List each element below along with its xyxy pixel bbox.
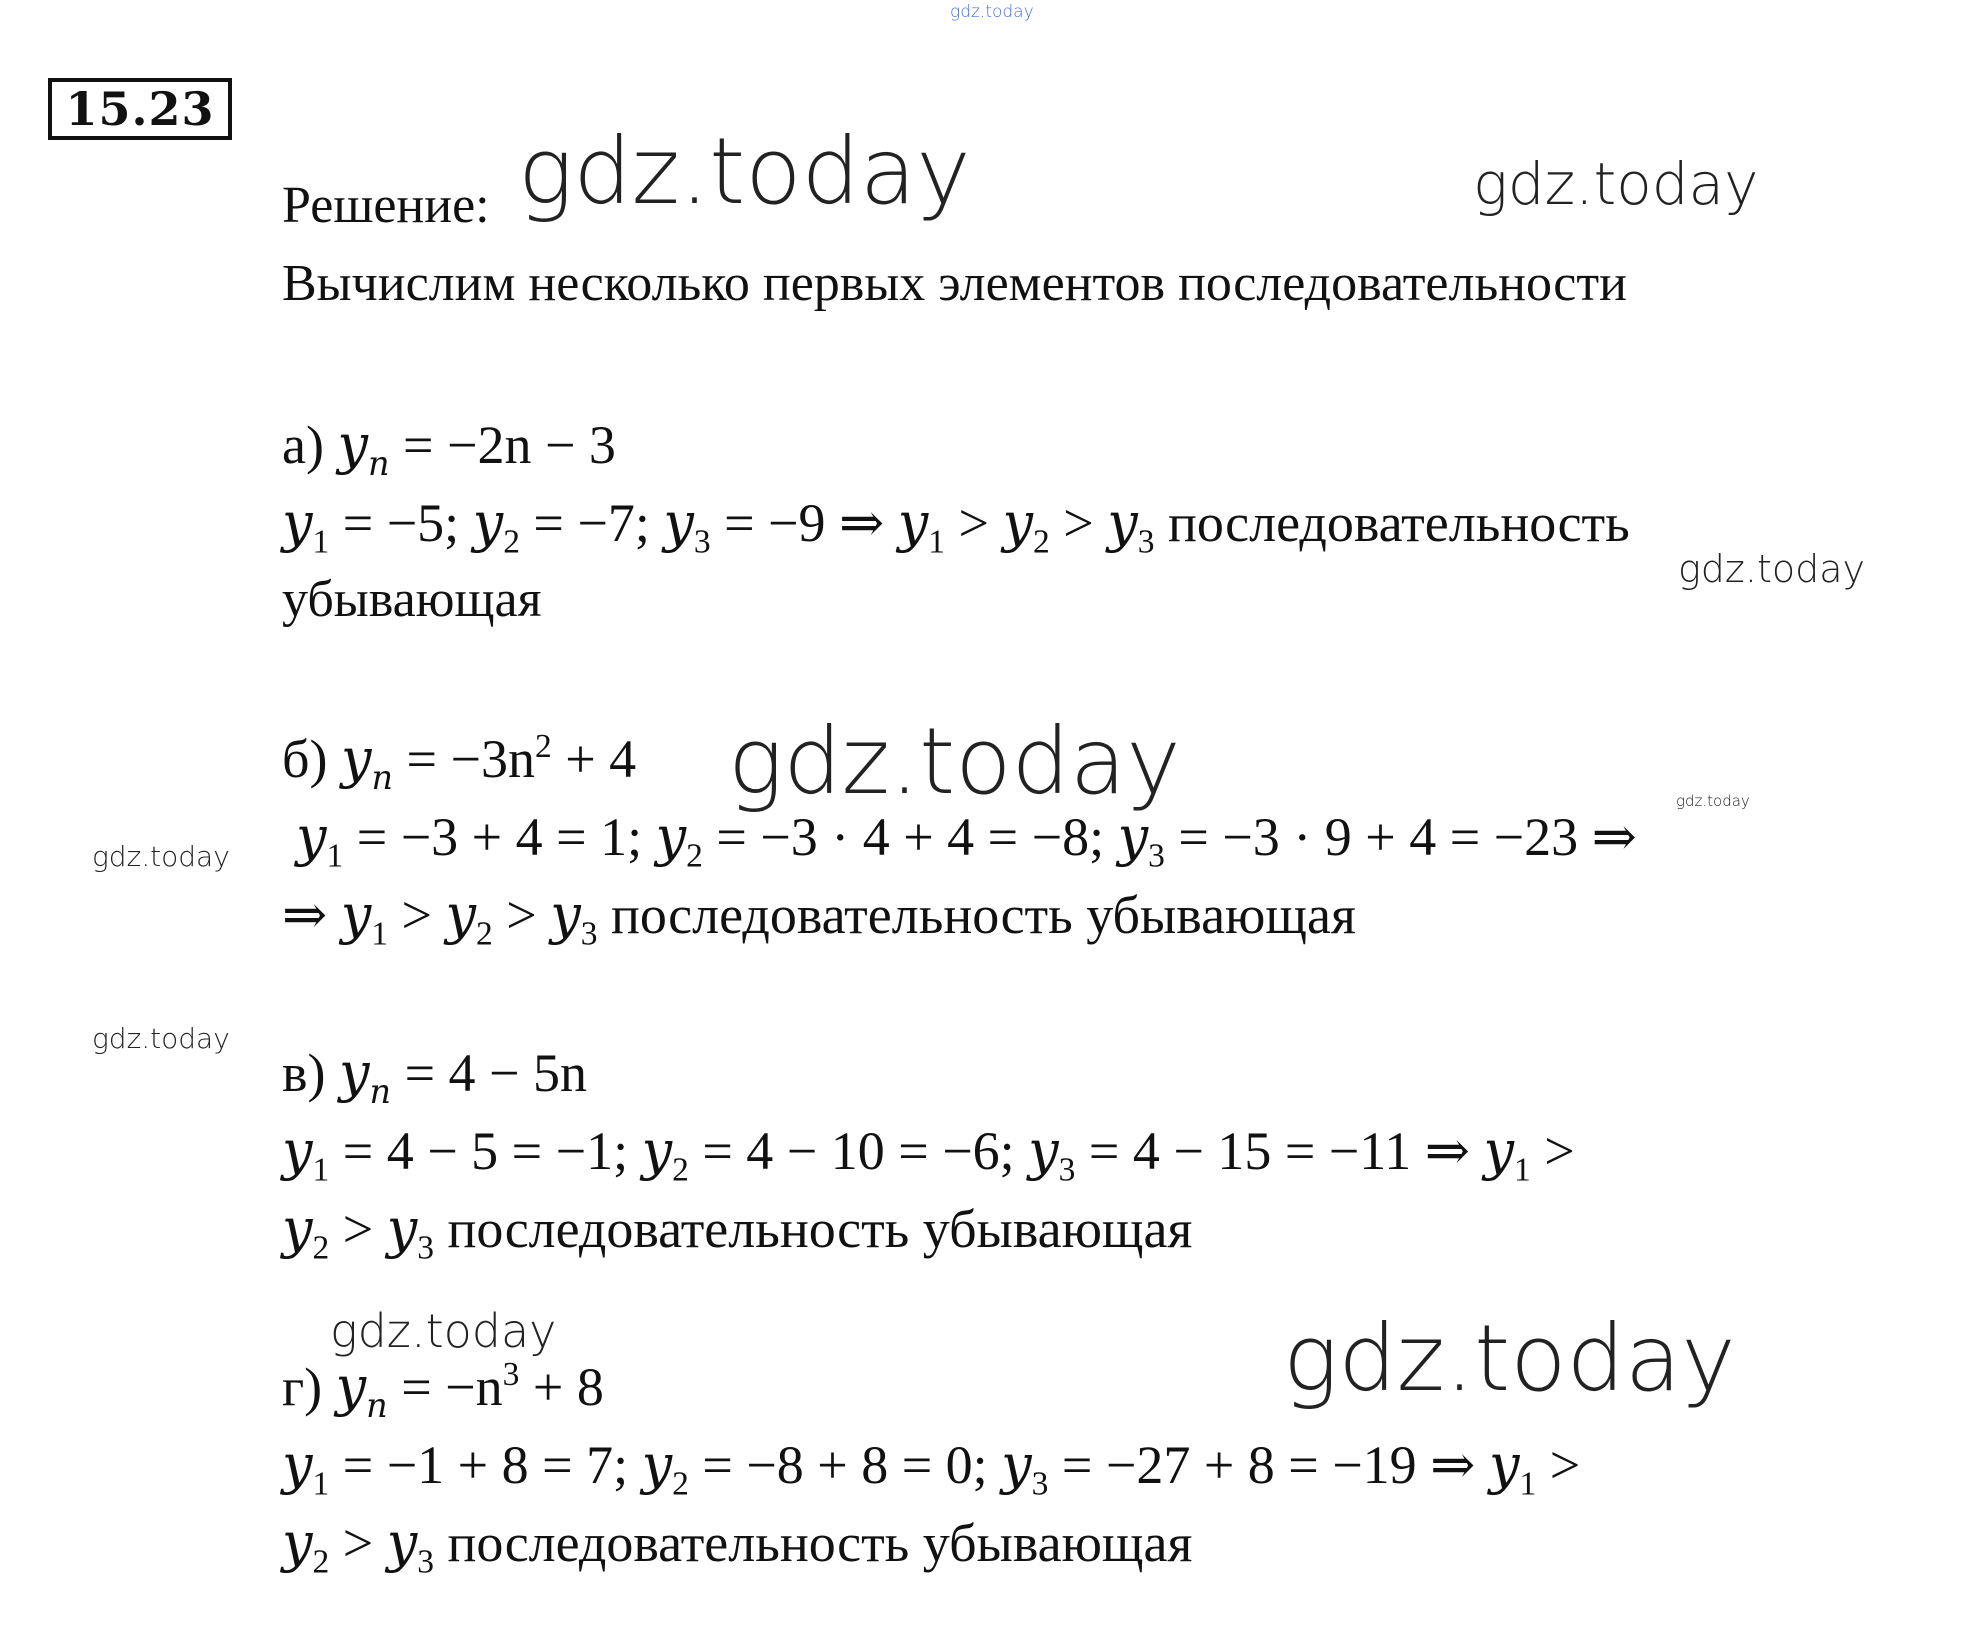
y-symbol: y bbox=[1028, 1119, 1059, 1182]
part-a-y: y bbox=[337, 413, 368, 476]
sub-3: 3 bbox=[1031, 1465, 1049, 1503]
sub-2: 2 bbox=[312, 1229, 330, 1267]
y-symbol: y bbox=[663, 491, 694, 554]
part-d-label: г) bbox=[282, 1357, 323, 1417]
part-c-rhs: = 4 − 5n bbox=[404, 1043, 587, 1103]
problem-number: 15.23 bbox=[48, 78, 232, 140]
y-symbol: y bbox=[897, 491, 929, 554]
y-symbol: y bbox=[472, 491, 504, 554]
sub-3: 3 bbox=[1137, 523, 1155, 561]
sub-3: 3 bbox=[417, 1229, 434, 1267]
part-d-y3-value: = −27 + 8 = −19 ⇒ bbox=[1061, 1435, 1489, 1495]
gt-symbol: > bbox=[388, 885, 446, 945]
part-c-conclusion: последовательность убывающая bbox=[447, 1199, 1193, 1259]
sub-2: 2 bbox=[672, 1151, 689, 1189]
part-a-line2: убывающая bbox=[282, 571, 542, 628]
part-c-sub: n bbox=[369, 1071, 392, 1111]
watermark-medium-1: gdz.today bbox=[1473, 150, 1759, 218]
part-b-tail: + 4 bbox=[551, 729, 637, 789]
watermark-small-1: gdz.today bbox=[1678, 547, 1865, 591]
y-symbol: y bbox=[445, 883, 476, 946]
y-symbol: y bbox=[1107, 491, 1138, 554]
sub-2: 2 bbox=[475, 915, 493, 953]
y-symbol: y bbox=[386, 1511, 418, 1574]
y-symbol: y bbox=[282, 1511, 313, 1574]
sub-1: 1 bbox=[312, 1465, 330, 1503]
y-symbol: y bbox=[641, 1433, 673, 1496]
part-a-y2-value: = −7; bbox=[533, 493, 664, 553]
part-d-y1-value: = −1 + 8 = 7; bbox=[342, 1435, 642, 1495]
y-symbol: y bbox=[1001, 1433, 1032, 1496]
part-a-conclusion: последовательность bbox=[1167, 493, 1630, 553]
part-d-tail: + 8 bbox=[519, 1357, 604, 1417]
gt-symbol: > bbox=[329, 1513, 387, 1573]
part-a-y3-value: = −9 ⇒ bbox=[724, 493, 898, 553]
y-symbol: y bbox=[550, 883, 581, 946]
part-a-sub: n bbox=[367, 443, 390, 483]
sub-3: 3 bbox=[693, 523, 711, 561]
y-symbol: y bbox=[655, 805, 687, 868]
watermark-large-3: gdz.today bbox=[1283, 1305, 1736, 1412]
sub-2: 2 bbox=[312, 1543, 330, 1581]
y-symbol: y bbox=[340, 883, 372, 946]
watermark-top: gdz.today bbox=[950, 2, 1034, 22]
sub-1: 1 bbox=[326, 837, 344, 875]
part-b-conclusion: последовательность убывающая bbox=[610, 885, 1356, 945]
part-c-line1 bbox=[282, 1119, 1575, 1189]
sub-1: 1 bbox=[312, 523, 330, 561]
part-b-y2-value: = −3 · 4 + 4 = −8; bbox=[716, 807, 1118, 867]
part-c-y2-value: = 4 − 10 = −6; bbox=[702, 1121, 1029, 1181]
y-symbol: y bbox=[282, 1197, 313, 1260]
implies-symbol: ⇒ bbox=[282, 885, 341, 945]
part-d-sup: 3 bbox=[502, 1355, 520, 1393]
part-b-rhs: = −3n bbox=[406, 729, 535, 789]
part-c-y1-value: = 4 − 5 = −1; bbox=[342, 1121, 642, 1181]
solution-label: Решение: bbox=[282, 177, 490, 234]
part-d-y2-value: = −8 + 8 = 0; bbox=[702, 1435, 1002, 1495]
sub-1: 1 bbox=[371, 915, 388, 953]
watermark-side-2: gdz.today bbox=[92, 1022, 230, 1055]
sub-2: 2 bbox=[686, 837, 703, 875]
y-symbol: y bbox=[296, 805, 327, 868]
gt-symbol: > bbox=[1536, 1435, 1581, 1495]
watermark-tiny-2: gdz.today bbox=[1676, 792, 1750, 810]
gt-symbol: > bbox=[329, 1199, 387, 1259]
part-a-formula bbox=[282, 413, 616, 483]
sub-1: 1 bbox=[1519, 1465, 1537, 1503]
part-d-sub: n bbox=[366, 1385, 388, 1425]
part-c-y3-value: = 4 − 15 = −11 ⇒ bbox=[1088, 1121, 1484, 1181]
part-c-y: y bbox=[338, 1041, 370, 1104]
watermark-side-1: gdz.today bbox=[92, 840, 230, 873]
part-a-line1 bbox=[282, 491, 1630, 561]
part-b-line1 bbox=[296, 805, 1637, 875]
part-b-sup: 2 bbox=[534, 727, 552, 765]
part-b-label: б) bbox=[282, 729, 328, 789]
part-d-formula bbox=[282, 1355, 604, 1425]
gt-symbol: > bbox=[945, 493, 1003, 553]
y-symbol: y bbox=[386, 1197, 418, 1260]
part-d-y: y bbox=[335, 1355, 367, 1418]
sub-2: 2 bbox=[503, 523, 520, 561]
part-b-sub: n bbox=[371, 757, 394, 797]
sub-3: 3 bbox=[1148, 837, 1165, 875]
sub-1: 1 bbox=[928, 523, 945, 561]
part-a-y1-value: = −5; bbox=[342, 493, 473, 553]
y-symbol: y bbox=[1117, 805, 1149, 868]
watermark-medium-2: gdz.today bbox=[330, 1304, 557, 1358]
part-b-y3-value: = −3 · 9 + 4 = −23 ⇒ bbox=[1178, 807, 1637, 867]
watermark-large-1: gdz.today bbox=[518, 118, 971, 225]
part-d-conclusion: последовательность убывающая bbox=[447, 1513, 1193, 1573]
part-c-formula bbox=[282, 1041, 587, 1111]
part-c-line2 bbox=[282, 1197, 1193, 1267]
part-b-line2 bbox=[282, 883, 1356, 953]
gt-symbol: > bbox=[492, 885, 551, 945]
y-symbol: y bbox=[1002, 491, 1033, 554]
gt-symbol: > bbox=[1049, 493, 1108, 553]
y-symbol: y bbox=[1488, 1433, 1520, 1496]
part-d-line1 bbox=[282, 1433, 1581, 1503]
part-d-rhs: = −n bbox=[401, 1357, 503, 1417]
sub-2: 2 bbox=[1032, 523, 1050, 561]
y-symbol: y bbox=[282, 1119, 313, 1182]
part-d-line2 bbox=[282, 1511, 1193, 1581]
intro-text: Вычислим несколько первых элементов последовательности bbox=[282, 255, 1627, 312]
sub-2: 2 bbox=[672, 1465, 689, 1503]
y-symbol: y bbox=[282, 1433, 313, 1496]
sub-1: 1 bbox=[312, 1151, 330, 1189]
y-symbol: y bbox=[1483, 1119, 1514, 1182]
sub-3: 3 bbox=[417, 1543, 434, 1581]
sub-1: 1 bbox=[1513, 1151, 1531, 1189]
gt-symbol: > bbox=[1530, 1121, 1575, 1181]
y-symbol: y bbox=[641, 1119, 673, 1182]
part-c-label: в) bbox=[282, 1043, 326, 1103]
watermark-large-2: gdz.today bbox=[728, 708, 1181, 815]
part-b-y: y bbox=[340, 727, 372, 790]
sub-3: 3 bbox=[580, 915, 598, 953]
y-symbol: y bbox=[282, 491, 313, 554]
part-b-y1-value: = −3 + 4 = 1; bbox=[356, 807, 656, 867]
part-a-rhs: = −2n − 3 bbox=[403, 415, 616, 475]
sub-3: 3 bbox=[1058, 1151, 1076, 1189]
part-b-formula bbox=[282, 727, 637, 797]
part-a-label: а) bbox=[282, 415, 324, 475]
